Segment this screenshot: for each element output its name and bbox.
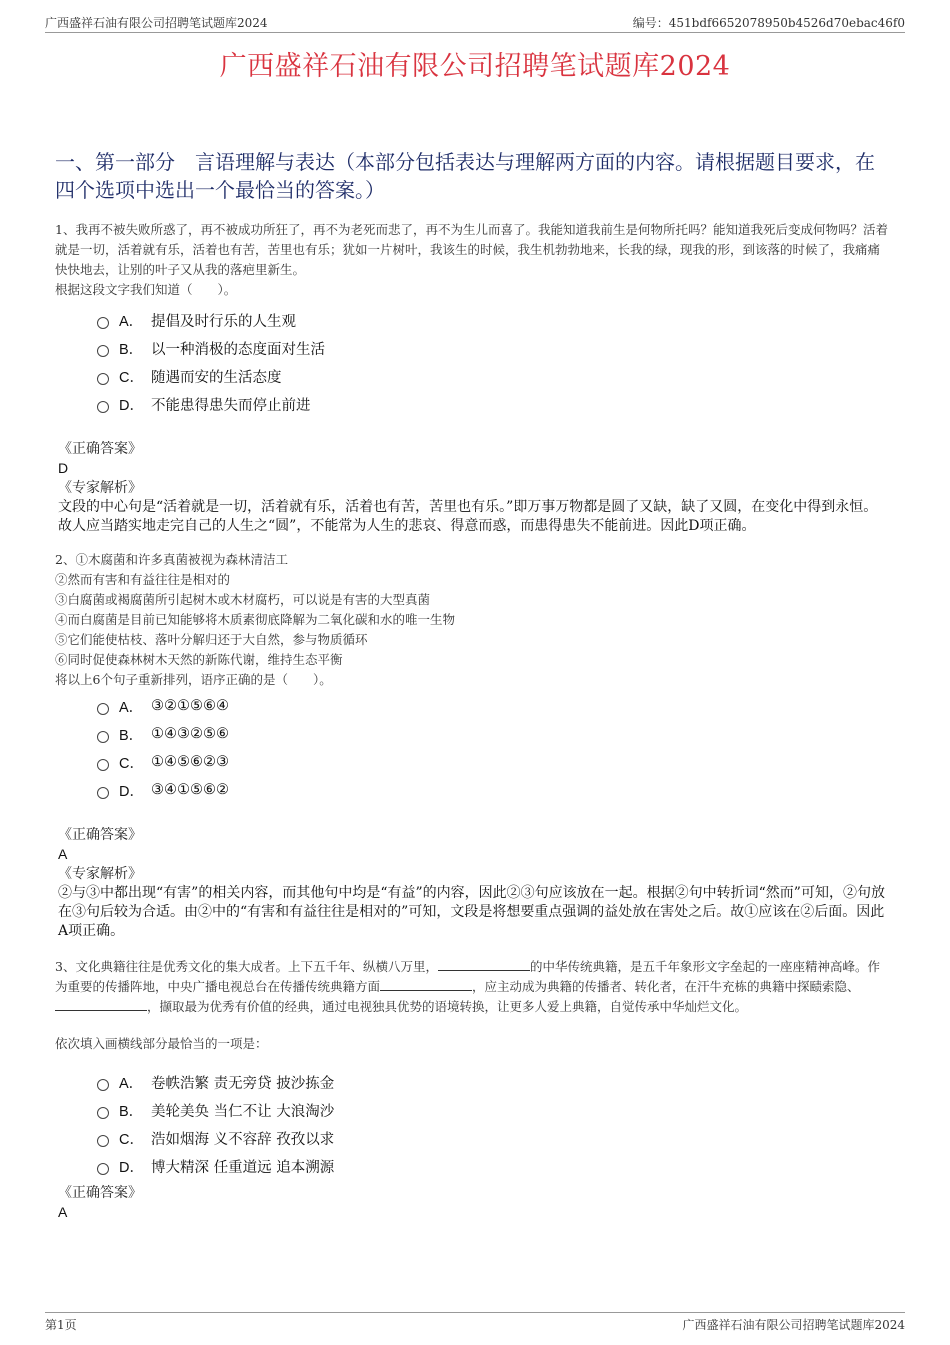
header-doc-id: 编号：451bdf6652078950b4526d70ebac46f0 (632, 16, 905, 30)
radio-icon[interactable] (97, 1079, 109, 1091)
option-d[interactable]: D． 不能患得患失而停止前进 (97, 390, 888, 418)
option-a[interactable]: A． 提倡及时行乐的人生观 (97, 306, 888, 334)
option-d[interactable]: D． 博大精深 任重道远 追本溯源 (97, 1152, 888, 1180)
question-list (55, 220, 888, 1222)
question-3 (55, 957, 888, 1222)
question-1-options (97, 306, 888, 418)
radio-icon[interactable] (97, 1163, 109, 1175)
answer-value: D (58, 460, 69, 476)
option-c[interactable]: C． 浩如烟海 义不容辞 孜孜以求 (97, 1124, 888, 1152)
question-1 (55, 220, 888, 536)
fill-blank (380, 978, 472, 991)
question-2-line: 2、①木腐菌和许多真菌被视为森林清洁工 (55, 552, 288, 567)
answer-value: A (58, 1204, 68, 1220)
section-title: 一、第一部分 言语理解与表达（本部分包括表达与理解两方面的内容。请根据题目要求，在四个选项中选出一个最恰当的答案。） (55, 150, 875, 202)
answer-value: A (58, 846, 68, 862)
radio-icon[interactable] (97, 373, 109, 385)
question-2 (55, 550, 888, 941)
question-2-line: ④而白腐菌是目前已知能够将木质素彻底降解为二氧化碳和水的唯一生物 (55, 612, 456, 627)
page-number: 第1页 (45, 1318, 77, 1332)
analysis-text: 文段的中心句是“活着就是一切，活着就有乐，活着也有苦，苦里也有乐。”即万事万物都是圆了又缺，缺了又圆，在变化中得到永恒。故人应当踏实地走完自己的人生之“圆”，不能常为人生的悲哀、得意而惑，而患得患失不能前进。因此D项正确。 (58, 499, 878, 534)
footer-doc-title: 广西盛祥石油有限公司招聘笔试题库2024 (682, 1318, 905, 1332)
header-doc-title: 广西盛祥石油有限公司招聘笔试题库2024 (45, 16, 268, 30)
radio-icon[interactable] (97, 703, 109, 715)
question-1-text: 1、我再不被失败所惑了，再不被成功所狂了，再不为老死而悲了，再不为生儿而喜了。我能知道我前生是何物所托吗？能知道我死后变成何物吗？活着就是一切，活着就有乐，活着也有苦，苦里也有乐；犹如一片树叶，我该生的时候，我生机勃勃地来，长我的绿，现我的形，到该落的时候了，我痛痛快快地去，让别的叶子又从我的落疤里新生。 (55, 222, 888, 277)
question-3-text: 3、文化典籍往往是优秀文化的集大成者。上下五千年、纵横八万里， 的中华传统典籍，是五千年象形文字垒起的一座座精神高峰。作为重要的传播阵地，中央广播电视总台在传播传统典籍方面 ，应主动成为典籍的传播者、转化者，在汗牛充栋的典籍中探赜索隐、，撷取最为优秀有价值的经典，通过电视独具优势的语境转换，让更多人爱上典籍，自觉传承中华灿烂文化。 (55, 959, 880, 1014)
question-2-line: ⑥同时促使森林树木天然的新陈代谢，维持生态平衡 (55, 652, 343, 667)
analysis-label: 《专家解析》 (58, 866, 142, 882)
question-1-prompt: 根据这段文字我们知道（ ）。 (55, 282, 237, 297)
question-3-prompt: 依次填入画横线部分最恰当的一项是： (55, 1036, 268, 1051)
question-2-line: ⑤它们能使枯枝、落叶分解归还于大自然，参与物质循环 (55, 632, 368, 647)
option-b[interactable]: B． 美轮美奂 当仁不让 大浪淘沙 (97, 1096, 888, 1124)
answer-label: 《正确答案》 (58, 441, 142, 457)
question-2-options (97, 692, 888, 804)
question-2-line: ③白腐菌或褐腐菌所引起树木或木材腐朽，可以说是有害的大型真菌 (55, 592, 431, 607)
fill-blank (55, 998, 147, 1011)
question-2-line: ②然而有害和有益往往是相对的 (55, 572, 231, 587)
page-footer (45, 1312, 905, 1333)
radio-icon[interactable] (97, 1107, 109, 1119)
radio-icon[interactable] (97, 787, 109, 799)
option-b[interactable]: B． ①④③②⑤⑥ (97, 720, 888, 748)
radio-icon[interactable] (97, 317, 109, 329)
analysis-text: ②与③中都出现“有害”的相关内容，而其他句中均是“有益”的内容，因此②③句应该放在一起。根据②句中转折词“然而”可知，②句放在③句后较为合适。由②中的“有害和有益往往是相对的”可知，文段是将想要重点强调的益处放在害处之后。故①应该在②后面。因此A项正确。 (58, 885, 885, 939)
page-title: 广西盛祥石油有限公司招聘笔试题库2024 (219, 51, 731, 82)
radio-icon[interactable] (97, 345, 109, 357)
answer-label: 《正确答案》 (58, 827, 142, 843)
option-c[interactable]: C． ①④⑤⑥②③ (97, 748, 888, 776)
option-c[interactable]: C． 随遇而安的生活态度 (97, 362, 888, 390)
radio-icon[interactable] (97, 401, 109, 413)
radio-icon[interactable] (97, 759, 109, 771)
radio-icon[interactable] (97, 1135, 109, 1147)
radio-icon[interactable] (97, 731, 109, 743)
question-2-text (55, 550, 888, 690)
page-header (45, 14, 905, 33)
option-b[interactable]: B． 以一种消极的态度面对生活 (97, 334, 888, 362)
analysis-label: 《专家解析》 (58, 480, 142, 496)
option-a[interactable]: A． 卷帙浩繁 责无旁贷 披沙拣金 (97, 1068, 888, 1096)
question-2-prompt: 将以上6个句子重新排列，语序正确的是（ ）。 (55, 672, 332, 687)
option-d[interactable]: D． ③④①⑤⑥② (97, 776, 888, 804)
fill-blank (438, 958, 530, 971)
answer-label: 《正确答案》 (58, 1185, 142, 1201)
question-3-options (97, 1068, 888, 1180)
option-a[interactable]: A． ③②①⑤⑥④ (97, 692, 888, 720)
